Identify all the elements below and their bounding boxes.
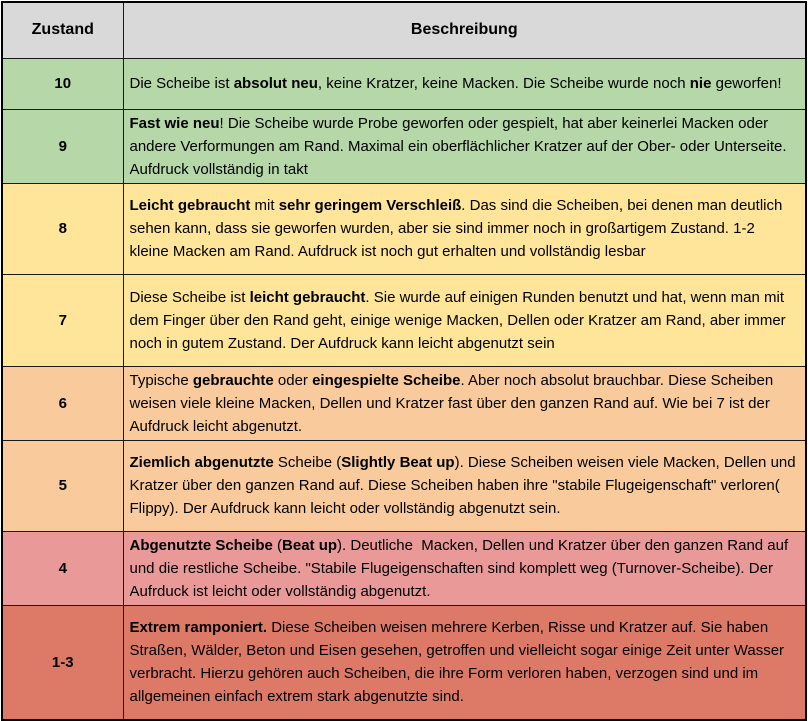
description-bold-text: gebrauchte xyxy=(192,371,274,389)
condition-cell: 7 xyxy=(2,274,123,366)
description-bold-text: sehr geringem Verschleiß xyxy=(278,197,462,214)
description-bold-text: leicht gebraucht xyxy=(249,288,366,306)
description-bold-text: Beat up xyxy=(282,536,338,554)
condition-cell: 10 xyxy=(2,58,123,109)
description-cell: Leicht gebraucht mit sehr geringem Verschleiß. Das sind die Scheiben, bei denen man deutlich sehen kann, dass sie geworfen wurden, aber sie sind immer noch in großartigem Zustand. 1-2 kleine Macken am Rand. Aufdruck ist noch gut erhalten und vollständig lesbar xyxy=(123,183,806,274)
condition-cell: 9 xyxy=(2,109,123,183)
header-condition: Zustand xyxy=(2,2,123,58)
description-cell: Abgenutzte Scheibe (Beat up). Deutliche Macken, Dellen und Kratzer über den ganzen Rand auf und die restliche Scheibe. "Stabile Flugeigenschaften sind komplett weg (Turnover-Scheibe). Der Aufrduck ist leicht oder vollständig abgenutzt. xyxy=(123,531,806,605)
description-bold-text: Fast wie neu xyxy=(129,114,220,132)
description-cell: Fast wie neu! Die Scheibe wurde Probe geworfen oder gespielt, hat aber keinerlei Macken oder andere Verformungen am Rand. Maximal ein oberflächlicher Kratzer auf der Ober- oder Unterseite. Aufdruck vollständig in takt xyxy=(123,109,806,183)
description-bold-text: Abgenutzte Scheibe xyxy=(129,536,273,554)
description-bold-text: Slightly Beat up xyxy=(341,454,455,471)
description-cell: Ziemlich abgenutzte Scheibe (Slightly Beat up). Diese Scheiben weisen viele Macken, Dellen und Kratzer über den ganzen Rand auf. Diese Scheiben haben ihre "stabile Flugeigenschaft" verloren( Flippy). Der Aufdruck kann leicht oder vollständig abgenutzt sein. xyxy=(123,440,806,531)
description-cell: Typische gebrauchte oder eingespielte Scheibe. Aber noch absolut brauchbar. Diese Scheiben weisen viele kleine Macken, Dellen und Kratzer fast über den ganzen Rand auf. Wie bei 7 ist der Aufdruck leicht abgenutzt. xyxy=(123,366,806,440)
header-description: Beschreibung xyxy=(123,2,806,58)
description-cell: Extrem ramponiert. Diese Scheiben weisen mehrere Kerben, Risse und Kratzer auf. Sie haben Straßen, Wälder, Beton und Eisen gesehen, getroffen und vielleicht sogar einige Zeit unter Wasser verbracht. Hierzu gehören auch Scheiben, die ihre Form verloren haben, verzogen sind und im allgemeinen einfach extrem stark abgenutzte sind. xyxy=(123,605,806,720)
table-row xyxy=(2,605,806,720)
table-row xyxy=(2,109,806,183)
table-row xyxy=(2,274,806,366)
table-row xyxy=(2,366,806,440)
table-row xyxy=(2,440,806,531)
description-bold-text: Extrem ramponiert. xyxy=(129,619,268,637)
condition-cell: 1-3 xyxy=(2,605,123,720)
table-row xyxy=(2,58,806,109)
table-row xyxy=(2,531,806,605)
disc-condition-table xyxy=(1,1,807,721)
description-bold-text: absolut neu xyxy=(233,75,318,92)
description-bold-text: nie xyxy=(689,75,712,92)
condition-cell: 8 xyxy=(2,183,123,274)
description-bold-text: Ziemlich abgenutzte xyxy=(129,454,274,471)
condition-cell: 4 xyxy=(2,531,123,605)
table-body xyxy=(2,58,806,720)
description-cell: Die Scheibe ist absolut neu, keine Kratzer, keine Macken. Die Scheibe wurde noch nie geworfen! xyxy=(123,58,806,109)
header-row xyxy=(2,2,806,58)
description-bold-text: Leicht gebraucht xyxy=(129,197,251,214)
description-cell: Diese Scheibe ist leicht gebraucht. Sie wurde auf einigen Runden benutzt und hat, wenn man mit dem Finger über den Rand geht, einige wenige Macken, Dellen oder Kratzer am Rand, aber immer noch in gutem Zustand. Der Aufdruck kann leicht abgenutzt sein xyxy=(123,274,806,366)
condition-cell: 5 xyxy=(2,440,123,531)
description-bold-text: eingespielte Scheibe xyxy=(312,371,461,389)
table-header xyxy=(2,2,806,58)
table-row xyxy=(2,183,806,274)
condition-cell: 6 xyxy=(2,366,123,440)
